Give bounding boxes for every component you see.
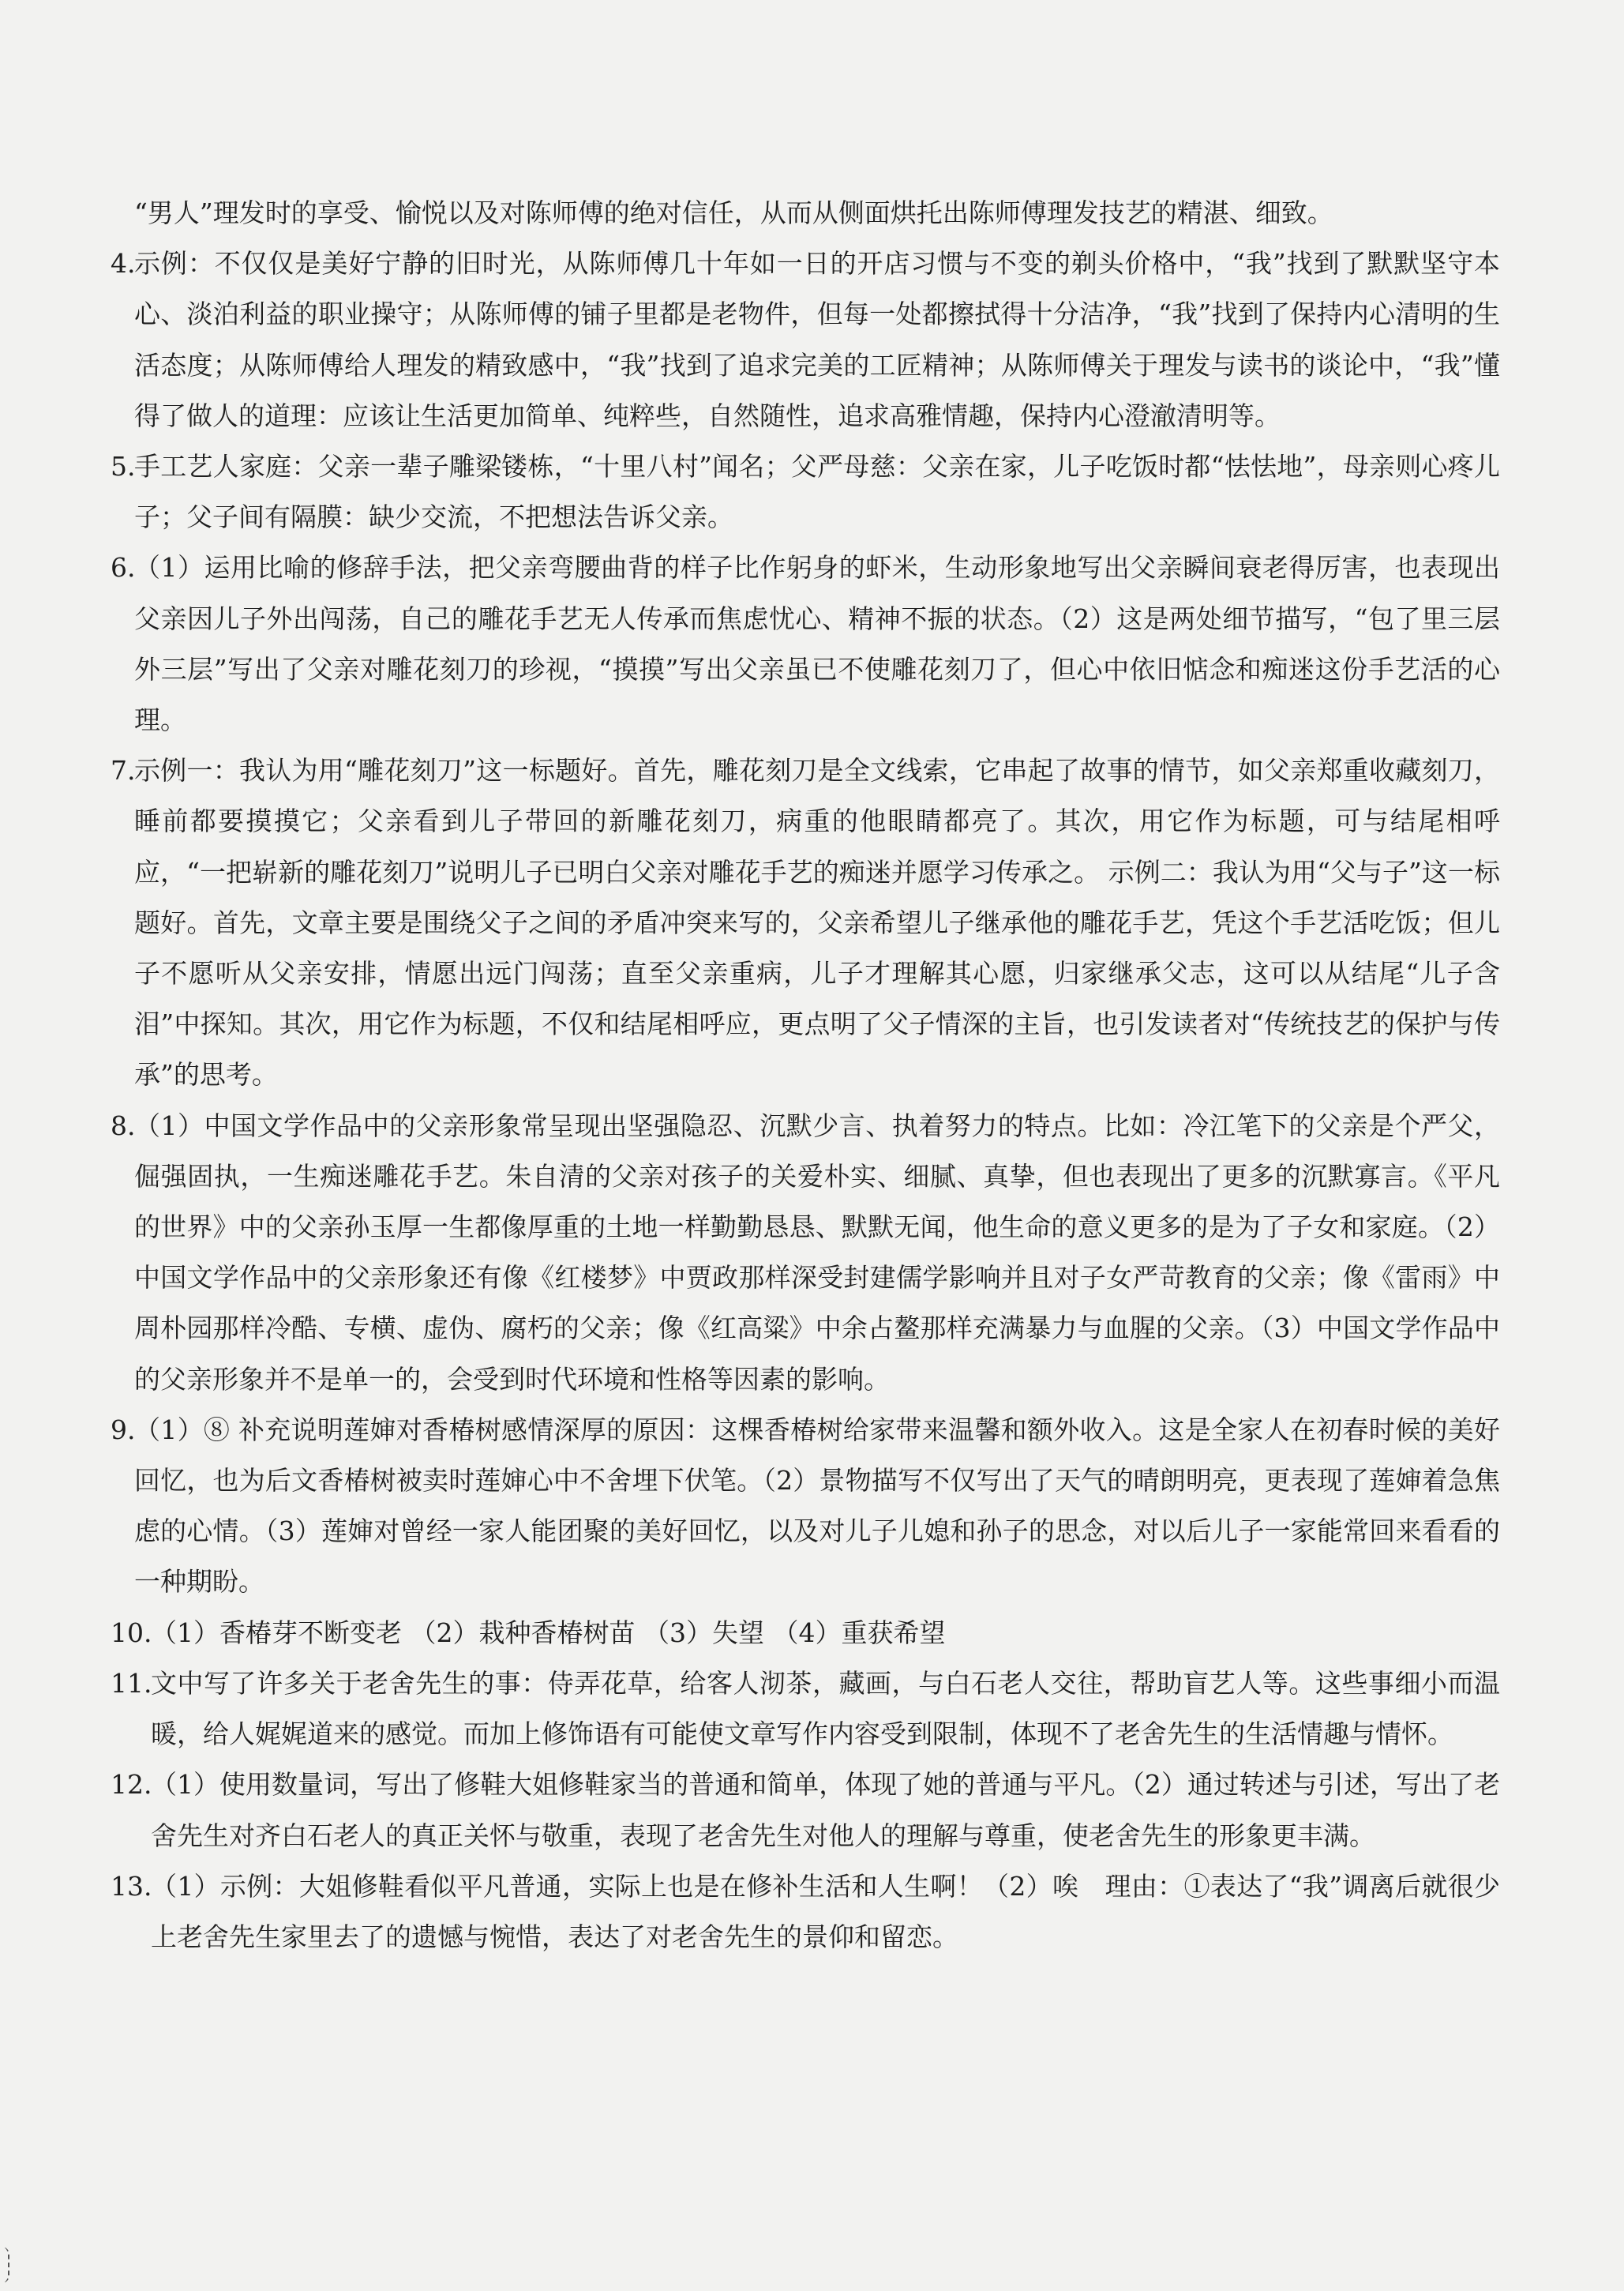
answer-number: 12. bbox=[111, 1769, 152, 1801]
answer-text: 示例一：我认为用“雕花刻刀”这一标题好。首先，雕花刻刀是全文线索，它串起了故事的情节，如父亲郑重收藏刻刀，睡前都要摸摸它；父亲看到儿子带回的新雕花刻刀，病重的他眼睛都亮了。其次，用它作为标题，可与结尾相呼应，“一把崭新的雕花刻刀”说明儿子已明白父亲对雕花手艺的痴迷并愿学习传承之。 示例二：我认为用“父与子”这一标题好。首先，文章主要是围绕父子之间的矛盾冲突来写的，父亲希望儿子继承他的雕花手艺，凭这个手艺活吃饭；但儿子不愿听从父亲安排，情愿出远门闯荡；直至父亲重病，儿子才理解其心愿，归家继承父志，这可以从结尾“儿子含泪”中探知。其次，用它作为标题，不仅和结尾相呼应，更点明了父子情深的主旨，也引发读者对“传统技艺的保护与传承”的思考。 bbox=[134, 755, 1500, 1091]
answer-7 bbox=[111, 746, 1500, 1100]
answer-text: （1）运用比喻的修辞手法，把父亲弯腰曲背的样子比作躬身的虾米，生动形象地写出父亲瞬间衰老得厉害，也表现出父亲因儿子外出闯荡，自己的雕花手艺无人传承而焦虑忧心、精神不振的状态。（2）这是两处细节描写，“包了里三层外三层”写出了父亲对雕花刻刀的珍视，“摸摸”写出父亲虽已不使雕花刻刀了，但心中依旧惦念和痴迷这份手艺活的心理。 bbox=[134, 552, 1500, 736]
answer-8 bbox=[111, 1101, 1500, 1405]
answer-13 bbox=[111, 1861, 1500, 1962]
answer-number: 5. bbox=[111, 451, 136, 483]
answer-number: 4. bbox=[111, 248, 136, 280]
answer-10 bbox=[111, 1608, 1500, 1658]
answer-3-continuation bbox=[111, 188, 1500, 238]
answer-text: 手工艺人家庭：父亲一辈子雕梁镂栋，“十里八村”闻名；父严母慈：父亲在家，儿子吃饭时都“怯怯地”，母亲则心疼儿子；父子间有隔膜：缺少交流，不把想法告诉父亲。 bbox=[134, 451, 1500, 533]
answer-number: 13. bbox=[111, 1870, 152, 1902]
answer-number: 11. bbox=[111, 1667, 152, 1699]
answer-12 bbox=[111, 1760, 1500, 1861]
answer-number: 7. bbox=[111, 755, 136, 787]
answer-4 bbox=[111, 238, 1500, 441]
binding-edge-mark bbox=[0, 2247, 9, 2283]
answer-6 bbox=[111, 543, 1500, 746]
answer-text-block bbox=[111, 188, 1500, 1962]
answer-number: 9. bbox=[111, 1414, 136, 1445]
answer-text: （1）使用数量词，写出了修鞋大姐修鞋家当的普通和简单，体现了她的普通与平凡。（2）通过转述与引述，写出了老舍先生对齐白石老人的真正关怀与敬重，表现了老舍先生对他人的理解与尊重，使老舍先生的形象更丰满。 bbox=[151, 1769, 1500, 1851]
answer-number: 8. bbox=[111, 1110, 136, 1141]
answer-text: （1）中国文学作品中的父亲形象常呈现出坚强隐忍、沉默少言、执着努力的特点。比如：冷江笔下的父亲是个严父，倔强固执，一生痴迷雕花手艺。朱自清的父亲对孩子的关爱朴实、细腻、真挚，但也表现出了更多的沉默寡言。《平凡的世界》中的父亲孙玉厚一生都像厚重的土地一样勤勤恳恳、默默无闻，他生命的意义更多的是为了子女和家庭。（2）中国文学作品中的父亲形象还有像《红楼梦》中贾政那样深受封建儒学影响并且对子女严苛教育的父亲；像《雷雨》中周朴园那样冷酷、专横、虚伪、腐朽的父亲；像《红高粱》中余占鳌那样充满暴力与血腥的父亲。（3）中国文学作品中的父亲形象并不是单一的，会受到时代环境和性格等因素的影响。 bbox=[134, 1110, 1500, 1395]
answer-text: 示例：不仅仅是美好宁静的旧时光，从陈师傅几十年如一日的开店习惯与不变的剃头价格中，“我”找到了默默坚守本心、淡泊利益的职业操守；从陈师傅的铺子里都是老物件，但每一处都擦拭得十分洁净，“我”找到了保持内心清明的生活态度；从陈师傅给人理发的精致感中，“我”找到了追求完美的工匠精神；从陈师傅关于理发与读书的谈论中，“我”懂得了做人的道理：应该让生活更加简单、纯粹些，自然随性，追求高雅情趣，保持内心澄澈清明等。 bbox=[134, 248, 1500, 431]
answer-number: 10. bbox=[111, 1617, 152, 1648]
answer-number: 6. bbox=[111, 552, 136, 584]
answer-text: 文中写了许多关于老舍先生的事：侍弄花草，给客人沏茶，藏画，与白石老人交往，帮助盲艺人等。这些事细小而温暖，给人娓娓道来的感觉。而加上修饰语有可能使文章写作内容受到限制，体现不了老舍先生的生活情趣与情怀。 bbox=[151, 1667, 1500, 1750]
answer-text: “男人”理发时的享受、愉悦以及对陈师傅的绝对信任，从而从侧面烘托出陈师傅理发技艺的精湛、细致。 bbox=[134, 197, 1333, 228]
answer-text: （1）⑧ 补充说明莲婶对香椿树感情深厚的原因：这棵香椿树给家带来温馨和额外收入。这是全家人在初春时候的美好回忆，也为后文香椿树被卖时莲婶心中不舍埋下伏笔。（2）景物描写不仅写出了天气的晴朗明亮，更表现了莲婶着急焦虑的心情。（3）莲婶对曾经一家人能团聚的美好回忆，以及对儿子儿媳和孙子的思念，对以后儿子一家能常回来看看的一种期盼。 bbox=[134, 1414, 1500, 1598]
answer-text: （1）香椿芽不断变老 （2）栽种香椿树苗 （3）失望 （4）重获希望 bbox=[151, 1617, 946, 1648]
answer-11 bbox=[111, 1658, 1500, 1760]
answer-5 bbox=[111, 441, 1500, 543]
answer-text: （1）示例：大姐修鞋看似平凡普通，实际上也是在修补生活和人生啊！（2）唉 理由：①表达了“我”调离后就很少上老舍先生家里去了的遗憾与惋惜，表达了对老舍先生的景仰和留恋。 bbox=[151, 1870, 1500, 1952]
answer-9 bbox=[111, 1405, 1500, 1608]
